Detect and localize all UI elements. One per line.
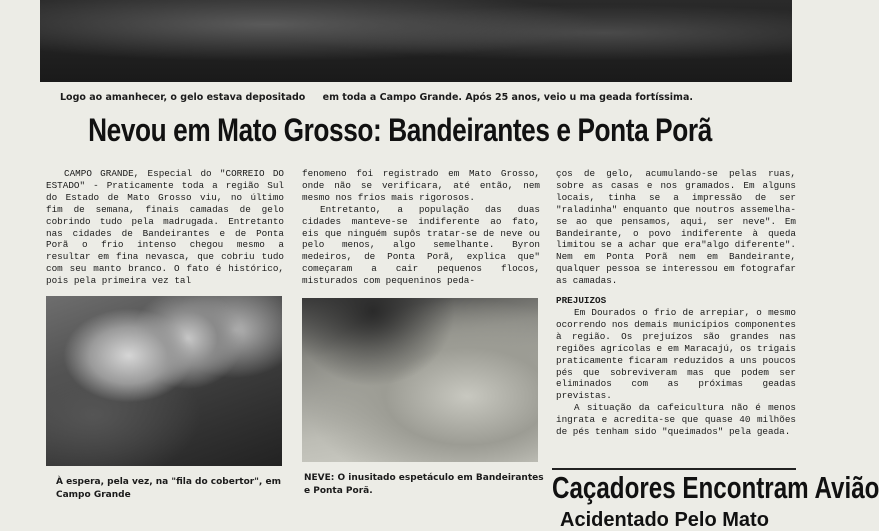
top-photo-snow-ground: [40, 0, 792, 82]
photo2-caption: NEVE: O inusitado espetáculo em Bandeirantes e Ponta Porã.: [304, 473, 544, 496]
top-caption-right: em toda a Campo Grande. Após 25 anos, veio u ma geada fortíssima.: [322, 92, 693, 103]
column3-paragraph-2: Em Dourados o frio de arrepiar, o mesmo ocorrendo nos demais municípios componentes à região. Os prejuízos são grandes nas regiões agrícolas e em Maracajú, os trigais praticamente ficaram reduzidos a uns poucos pés que sobreviveram mas que podem ser eliminados com as próximas geadas previstas.: [556, 306, 796, 402]
column2-paragraph-2: Entretanto, a população das duas cidades manteve-se indiferente ao fato, eis que ninguém supôs tratar-se de neve ou pelo menos, algo semelhante. Byron medeiros, de Ponta Porã, explica que" começaram a cair pequenos flocos, misturados com pequeninos peda-: [302, 203, 540, 287]
article-column-3: [556, 168, 796, 438]
article-column-1: [46, 168, 284, 287]
article-column-2: [302, 168, 540, 287]
photo-people-queue: [46, 296, 282, 466]
column3-subhead: PREJUIZOS: [556, 295, 607, 307]
column3-paragraph-3: A situação da cafeicultura não é menos ingrata e acredita-se que quase 40 milhões de pés tenham sido "queimados" pela geada.: [556, 402, 796, 438]
main-headline: Nevou em Mato Grosso: Bandeirantes e Ponta Porã: [88, 112, 712, 148]
second-headline: Caçadores Encontram Avião: [552, 470, 879, 505]
second-headline-continued: Acidentado Pelo Mato: [560, 509, 769, 531]
photo-snow-field: [302, 298, 538, 462]
column2-paragraph-1: fenomeno foi registrado em Mato Grosso, onde não se verificara, até então, nem mesmo nos frios mais rigorosos.: [302, 168, 540, 203]
column1-text: CAMPO GRANDE, Especial do "CORREIO DO ESTADO" - Praticamente toda a região Sul do Estado de Mato Grosso viu, no último fim de semana, finais camadas de gelo cobrindo tudo pela madrugada. Entretanto nas cidades de Bandeirantes e de Ponta Porã o frio intenso chegou mesmo a resultar em fina nevasca, que cobriu tudo com seu manto branco. O fato é histórico, pois pela primeira vez tal: [46, 168, 284, 287]
top-caption-left: Logo ao amanhecer, o gelo estava depositado: [60, 92, 306, 103]
top-photo-caption: [60, 92, 780, 103]
column3-paragraph-1: ços de gelo, acumulando-se pelas ruas, sobre as casas e nos gramados. Em alguns locais, tinha se a impressão de ser "raladinha" enquanto que noutros assemelha-se ao que pensamos, aqui, ser neve". Em Bandeirante, o povo indiferente à queda limitou se a achar que era"algo diferente". Nem em Ponta Porã nem em Bandeirante, qualquer pessoa se interessou em fotografar as camadas.: [556, 168, 796, 287]
photo1-caption: À espera, pela vez, na "fila do cobertor", em Campo Grande: [56, 477, 281, 500]
